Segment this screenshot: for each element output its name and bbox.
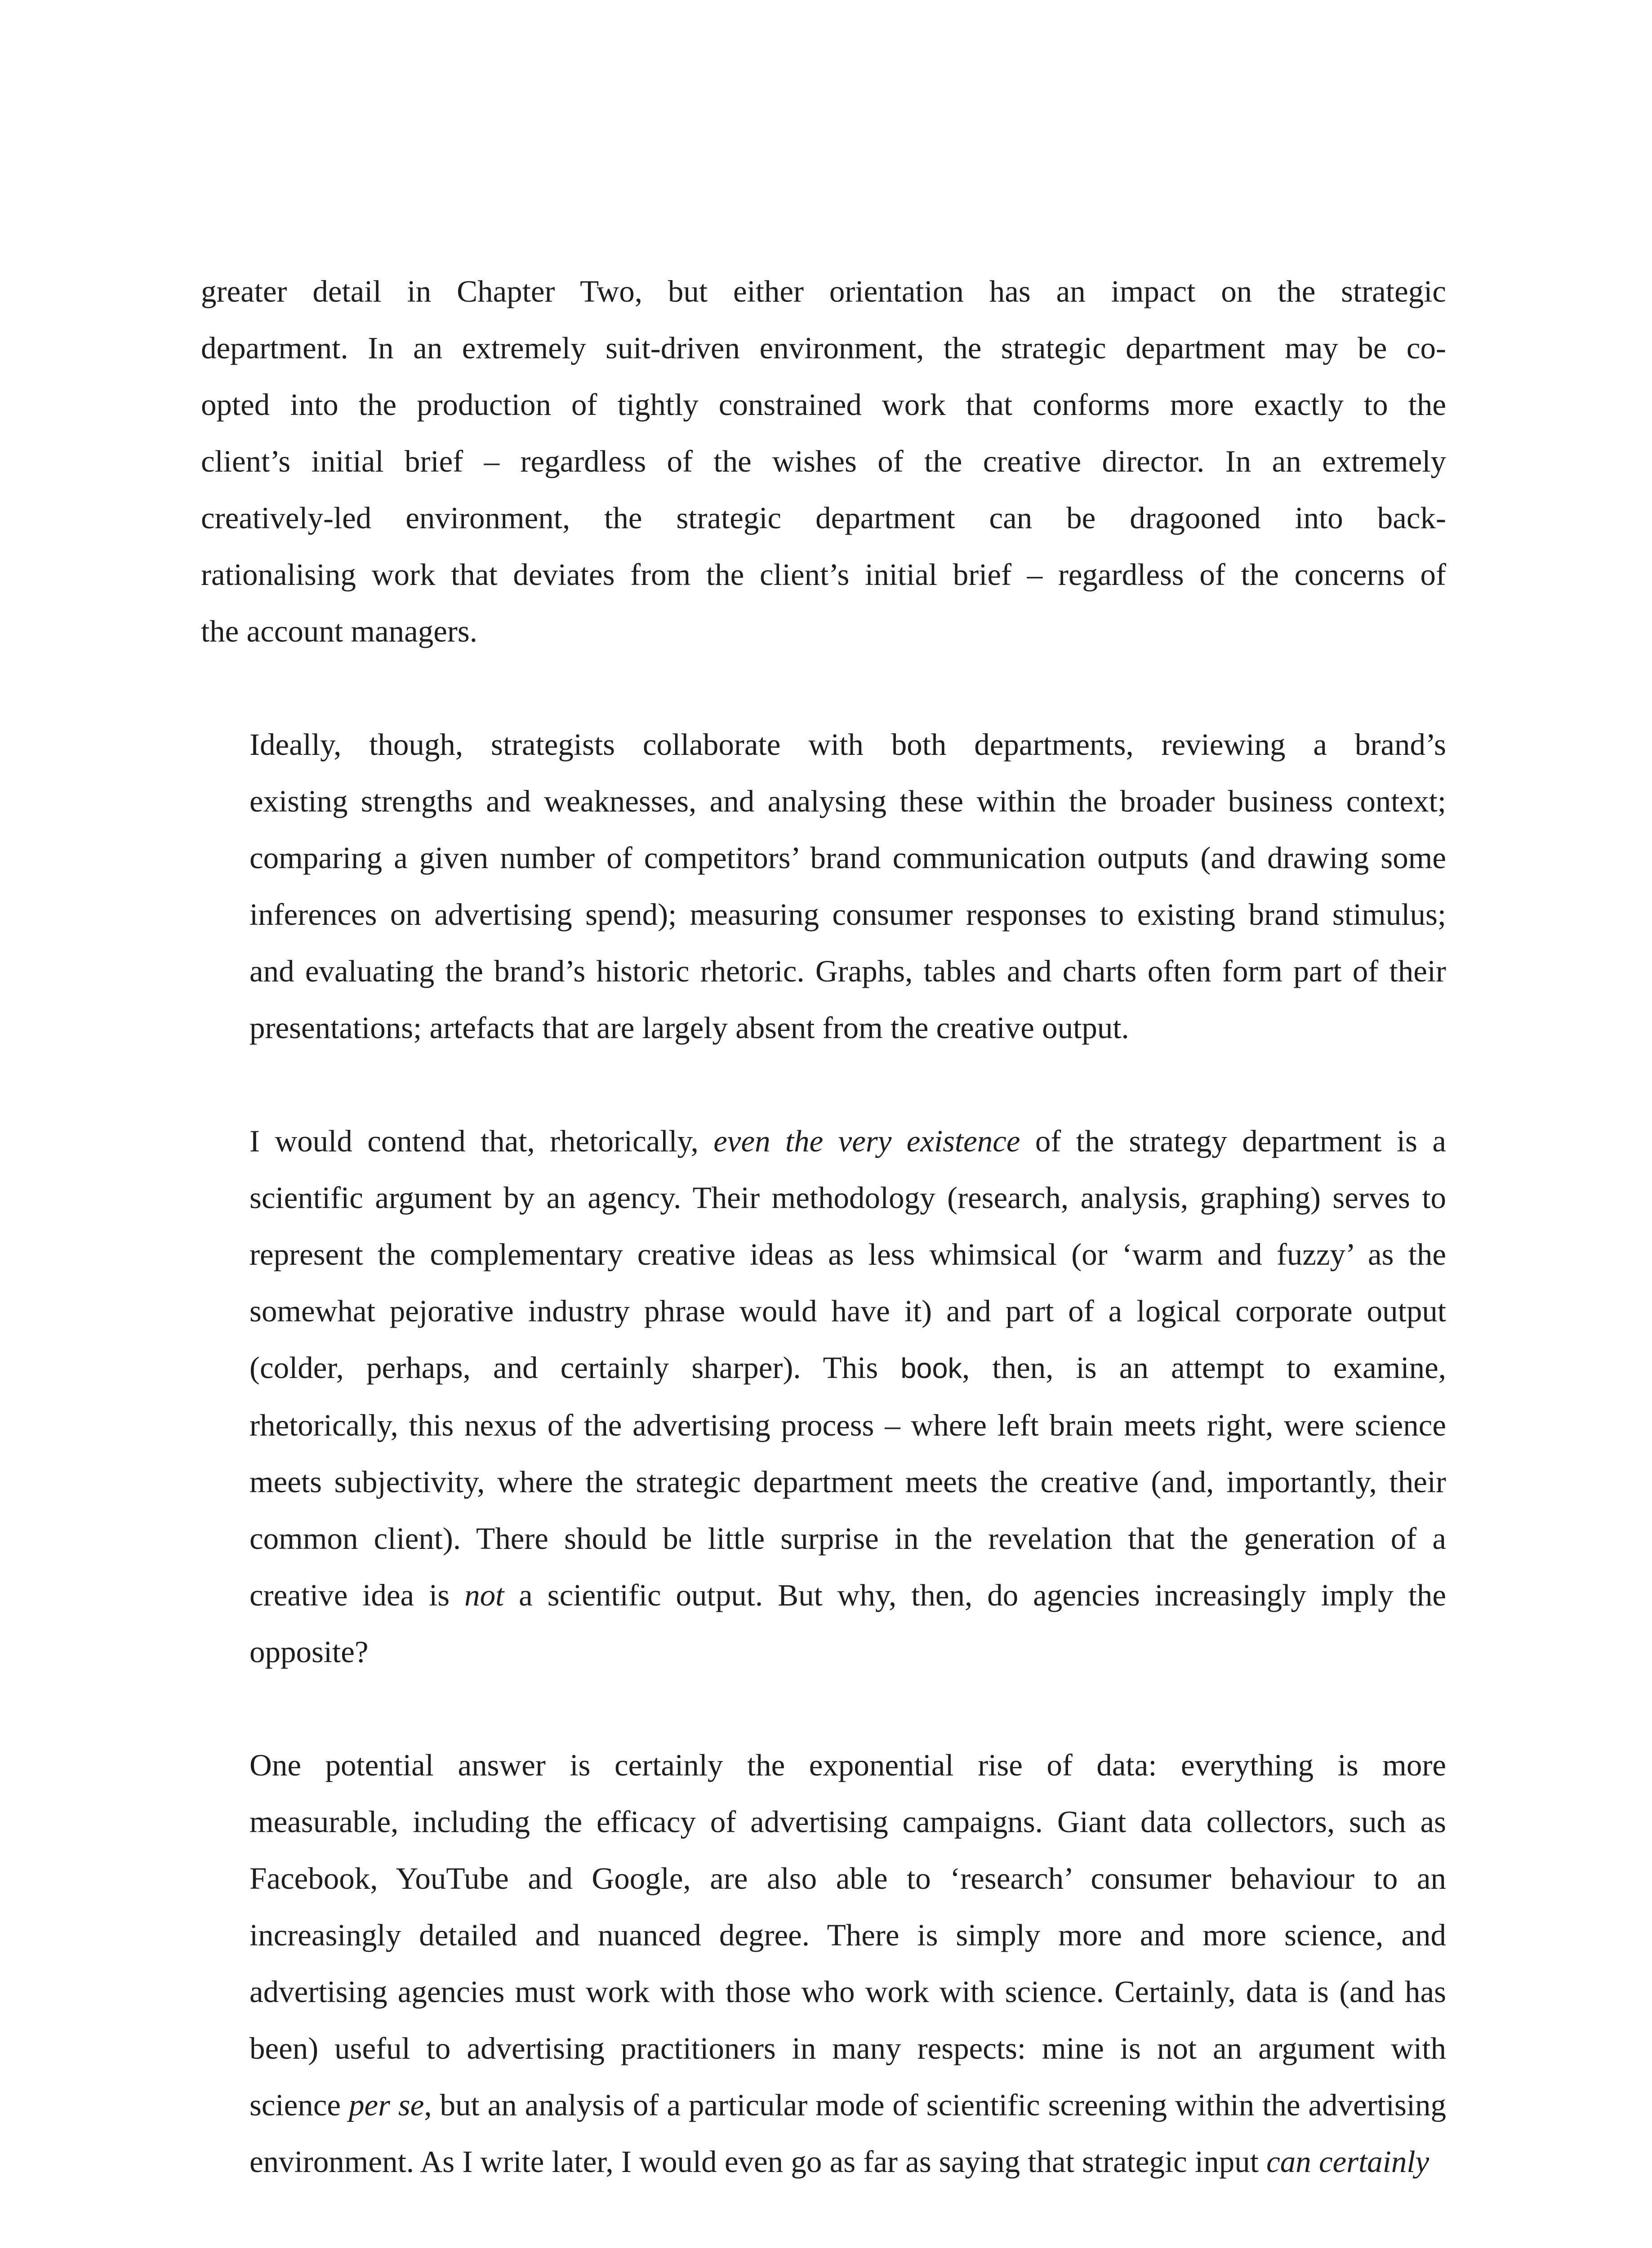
body-text	[201, 263, 1446, 2190]
text-segment: (colder, perhaps, and certainly sharper). This	[249, 1351, 901, 1385]
text-segment: science	[249, 2088, 349, 2122]
paragraph	[201, 263, 1446, 660]
text-line	[201, 1567, 1446, 1624]
text-line	[201, 320, 1446, 376]
text-segment: scientific argument by an agency. Their methodology (research, analysis, graphing) serves to	[249, 1181, 1446, 1215]
text-segment: environment. As I write later, I would even go as far as saying that strategic input	[249, 2145, 1267, 2179]
paragraph	[201, 1113, 1446, 1680]
text-segment: measurable, including the efficacy of advertising campaigns. Giant data collectors, such as	[249, 1805, 1446, 1839]
text-line	[201, 1907, 1446, 1963]
text-segment: increasingly detailed and nuanced degree. There is simply more and more science, and	[249, 1918, 1446, 1952]
text-line	[201, 2020, 1446, 2077]
text-line	[201, 490, 1446, 546]
text-segment: a scientific output. But why, then, do agencies increasingly imply the	[504, 1578, 1447, 1612]
text-line	[201, 1113, 1446, 1169]
text-line	[201, 1169, 1446, 1226]
text-segment: been) useful to advertising practitioners in many respects: mine is not an argument with	[249, 2031, 1446, 2065]
text-line	[201, 1510, 1446, 1567]
text-segment: creative idea is	[249, 1578, 465, 1612]
italic-text: can certainly	[1266, 2145, 1429, 2179]
text-segment: , but an analysis of a particular mode of scientific screening within the advertising	[424, 2088, 1446, 2122]
text-segment: department. In an extremely suit-driven environment, the strategic department may be co-	[201, 331, 1446, 365]
text-segment: rhetorically, this nexus of the advertising process – where left brain meets right, were science	[249, 1408, 1446, 1442]
text-segment: comparing a given number of competitors’ brand communication outputs (and drawing some	[249, 841, 1446, 875]
text-line	[201, 1454, 1446, 1510]
text-line	[201, 1963, 1446, 2020]
text-segment: greater detail in Chapter Two, but either orientation has an impact on the strategic	[201, 274, 1446, 308]
text-line	[201, 773, 1446, 830]
text-segment: opted into the production of tightly constrained work that conforms more exactly to the	[201, 388, 1446, 422]
italic-text: not	[464, 1578, 504, 1612]
sans-text: book	[900, 1353, 962, 1384]
text-line	[201, 1624, 1446, 1680]
text-segment: meets subjectivity, where the strategic department meets the creative (and, importantly, their	[249, 1465, 1446, 1499]
text-line	[201, 1339, 1446, 1397]
text-segment: somewhat pejorative industry phrase would have it) and part of a logical corporate output	[249, 1294, 1446, 1328]
text-line	[201, 2077, 1446, 2133]
text-segment: I would contend that, rhetorically,	[249, 1124, 714, 1158]
text-line	[201, 716, 1446, 773]
text-line	[201, 1283, 1446, 1339]
text-segment: opposite?	[249, 1635, 369, 1669]
text-segment: client’s initial brief – regardless of the wishes of the creative director. In an extremely	[201, 444, 1446, 478]
text-line	[201, 376, 1446, 433]
paragraph	[201, 1737, 1446, 2190]
text-segment: common client). There should be little surprise in the revelation that the generation of a	[249, 1521, 1446, 1556]
text-line	[201, 2133, 1446, 2190]
italic-text: per se	[348, 2088, 424, 2122]
text-line	[201, 830, 1446, 886]
text-segment: One potential answer is certainly the exponential rise of data: everything is more	[249, 1748, 1446, 1782]
text-segment: and evaluating the brand’s historic rhetoric. Graphs, tables and charts often form part of their	[249, 954, 1446, 988]
text-line	[201, 1397, 1446, 1454]
text-line	[201, 433, 1446, 490]
text-segment: Facebook, YouTube and Google, are also able to ‘research’ consumer behaviour to an	[249, 1861, 1446, 1896]
text-segment: the account managers.	[201, 614, 477, 648]
text-line	[201, 1226, 1446, 1283]
text-line	[201, 263, 1446, 320]
text-line	[201, 1737, 1446, 1793]
text-segment: existing strengths and weaknesses, and analysing these within the broader business context;	[249, 784, 1446, 818]
text-line	[201, 943, 1446, 999]
text-line	[201, 1793, 1446, 1850]
text-line	[201, 546, 1446, 603]
text-segment: inferences on advertising spend); measuring consumer responses to existing brand stimulus;	[249, 897, 1446, 932]
text-segment: Ideally, though, strategists collaborate with both departments, reviewing a brand’s	[249, 727, 1446, 762]
text-segment: rationalising work that deviates from the client’s initial brief – regardless of the concerns of	[201, 558, 1446, 592]
text-segment: advertising agencies must work with those who work with science. Certainly, data is (and has	[249, 1975, 1446, 2009]
text-segment: represent the complementary creative ideas as less whimsical (or ‘warm and fuzzy’ as the	[249, 1237, 1446, 1271]
text-segment: , then, is an attempt to examine,	[962, 1351, 1446, 1385]
paragraph	[201, 716, 1446, 1056]
italic-text: even the very existence	[713, 1124, 1020, 1158]
text-line	[201, 603, 1446, 660]
text-line	[201, 999, 1446, 1056]
text-segment: creatively-led environment, the strategic department can be dragooned into back-	[201, 501, 1446, 535]
text-line	[201, 886, 1446, 943]
text-line	[201, 1850, 1446, 1907]
text-segment: presentations; artefacts that are largely absent from the creative output.	[249, 1011, 1129, 1045]
text-segment: of the strategy department is a	[1020, 1124, 1446, 1158]
